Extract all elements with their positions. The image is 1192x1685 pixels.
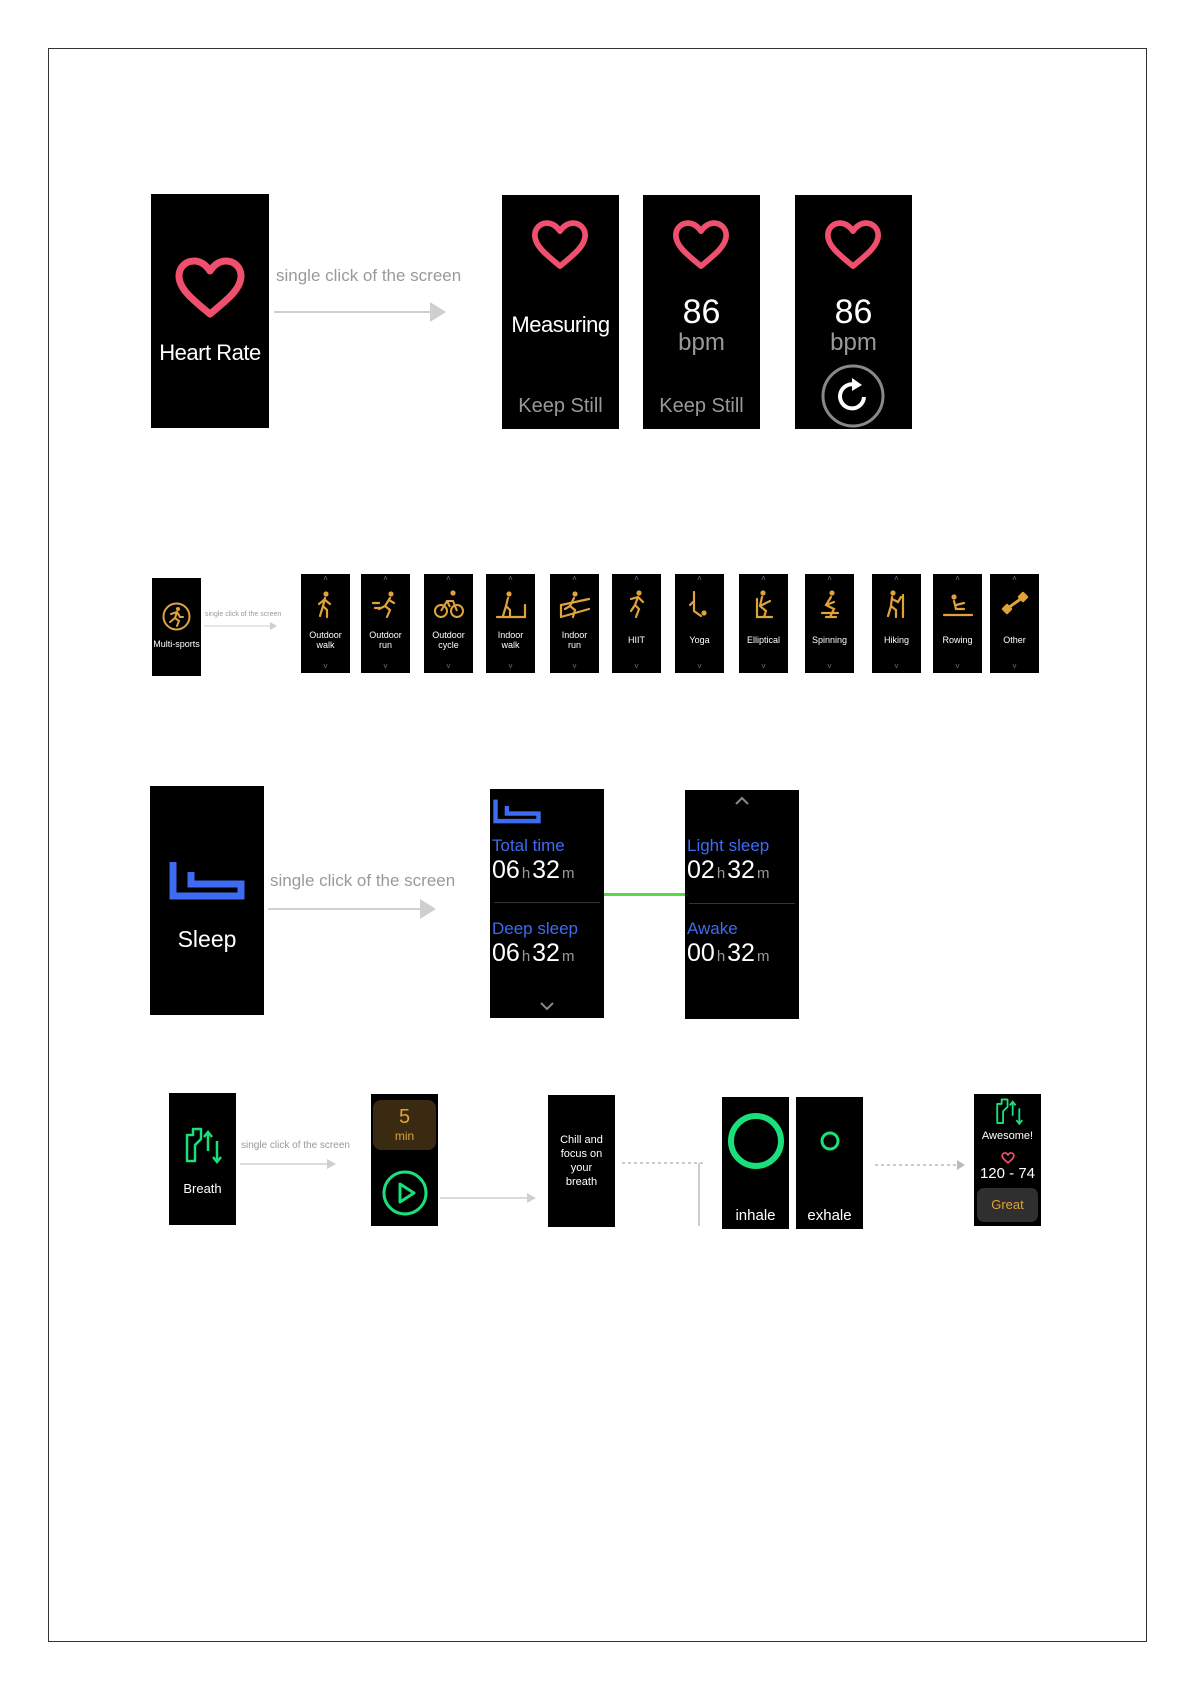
breath-result-screen (974, 1094, 1041, 1226)
sleep-caption: single click of the screen (270, 871, 456, 890)
chill-line-2: focus on (560, 1148, 603, 1160)
duration-unit: min (394, 1129, 415, 1143)
minutes-unit: m (756, 865, 770, 882)
chevron-down-icon: ˅ (383, 662, 388, 671)
retry-icon[interactable] (820, 363, 886, 429)
bpm-value: 86 (682, 293, 721, 331)
light-sleep-value (687, 856, 769, 885)
exhale-label: exhale (807, 1207, 852, 1224)
light-sleep-label: Light sleep (687, 836, 770, 855)
sport-label-line-1: Outdoor (432, 630, 465, 640)
multi-sports-caption: single click of the screen (205, 611, 282, 618)
breath-title: Breath (183, 1181, 222, 1196)
chill-line-1: Chill and (560, 1134, 603, 1146)
bpm-value: 86 (834, 293, 873, 331)
chevron-up-icon: ˄ (1012, 574, 1017, 583)
chevron-up-icon: ˄ (446, 574, 451, 583)
exhale-screen (796, 1097, 863, 1229)
duration-value: 5 (398, 1106, 411, 1128)
chevron-up-icon: ˄ (323, 574, 328, 583)
inhale-screen (722, 1097, 789, 1229)
inhale-circle (726, 1111, 786, 1171)
heart-icon (823, 219, 883, 271)
minutes-value: 32 (727, 856, 755, 884)
breath-setup-screen (371, 1094, 438, 1226)
sport-label-line-2: walk (316, 640, 335, 650)
sport-item-spinning[interactable] (805, 574, 854, 673)
heart-rate-done-screen (795, 195, 912, 429)
heart-icon (1001, 1152, 1015, 1164)
sport-label-line-2: run (567, 640, 581, 650)
sport-label-line-2: cycle (438, 640, 459, 650)
sport-item-outdoor-cycle[interactable] (424, 574, 473, 673)
minutes-unit: m (756, 948, 770, 965)
sport-label-line-1: Spinning (811, 635, 848, 645)
sport-item-outdoor-walk[interactable] (301, 574, 350, 673)
awake-value (687, 939, 769, 968)
indoor-run-icon (559, 589, 591, 621)
sleep-title: Sleep (177, 926, 237, 952)
outdoor-cycle-icon (433, 589, 465, 621)
duration-selector[interactable] (373, 1100, 436, 1150)
breath-app-screen[interactable] (169, 1093, 236, 1225)
chevron-up-icon: ˄ (634, 574, 639, 583)
deep-sleep-value (492, 939, 574, 968)
other-icon (999, 589, 1031, 621)
hours-unit: h (716, 948, 726, 965)
chevron-up-icon: ˄ (894, 574, 899, 583)
rowing-icon (942, 589, 974, 621)
chevron-down-icon: ˅ (634, 662, 639, 671)
multi-sports-icon (161, 601, 192, 632)
arrow-right-icon (440, 1192, 538, 1204)
heart-icon (173, 256, 247, 320)
chevron-down-icon: ˅ (955, 662, 960, 671)
sport-label-line-1: Hiking (883, 635, 909, 645)
dashed-arrow-icon (873, 1159, 967, 1171)
arrow-right-icon (268, 897, 438, 921)
chevron-up-icon: ˄ (827, 574, 832, 583)
sport-label-line-1: Elliptical (746, 635, 780, 645)
exhale-circle (818, 1129, 842, 1153)
chevron-down-icon[interactable] (539, 1001, 555, 1011)
heart-rate-measuring-screen (502, 195, 619, 429)
sport-item-hiit[interactable] (612, 574, 661, 673)
hours-value: 00 (687, 939, 715, 967)
hours-value: 02 (687, 856, 715, 884)
total-time-value (492, 856, 574, 885)
breath-icon (183, 1127, 223, 1165)
awesome-label: Awesome! (981, 1130, 1034, 1142)
chill-line-4: breath (565, 1176, 598, 1188)
sport-label-line-1: Indoor (561, 630, 588, 640)
keep-still-label: Keep Still (659, 395, 744, 417)
sport-label-line-1: HIIT (628, 635, 645, 645)
sport-label-line-1: Outdoor (369, 630, 402, 640)
heart-rate-title: Heart Rate (159, 340, 261, 365)
sport-label-line-2: run (378, 640, 392, 650)
great-label: Great (991, 1197, 1024, 1212)
sport-item-elliptical[interactable] (739, 574, 788, 673)
chevron-up-icon: ˄ (761, 574, 766, 583)
chevron-up-icon: ˄ (572, 574, 577, 583)
yoga-icon (684, 589, 716, 621)
breath-icon (994, 1098, 1024, 1126)
chevron-down-icon: ˅ (508, 662, 513, 671)
sleep-app-screen[interactable] (150, 786, 264, 1015)
breath-intro-screen (548, 1095, 615, 1227)
chevron-down-icon: ˅ (323, 662, 328, 671)
sport-label-line-1: Yoga (689, 635, 710, 645)
hours-unit: h (521, 948, 531, 965)
sport-item-yoga[interactable] (675, 574, 724, 673)
chevron-down-icon: ˅ (761, 662, 766, 671)
heart-rate-result-screen (643, 195, 760, 429)
divider (689, 903, 795, 904)
measuring-label: Measuring (511, 312, 610, 337)
great-button[interactable] (977, 1188, 1038, 1222)
minutes-unit: m (561, 948, 575, 965)
elliptical-icon (748, 589, 780, 621)
chevron-up-icon: ˄ (697, 574, 702, 583)
heart-icon (671, 219, 731, 271)
dashed-connector (620, 1158, 710, 1228)
chevron-down-icon: ˅ (446, 662, 451, 671)
arrow-right-icon (204, 621, 278, 631)
sport-item-outdoor-run[interactable] (361, 574, 410, 673)
sleep-summary-screen (490, 789, 604, 1018)
bpm-unit: bpm (678, 329, 725, 356)
outdoor-run-icon (370, 589, 402, 621)
keep-still-label: Keep Still (518, 395, 603, 417)
sport-item-indoor-run[interactable] (550, 574, 599, 673)
sleep-detail-screen (685, 790, 799, 1019)
inhale-label: inhale (735, 1207, 776, 1224)
multi-sports-app-screen[interactable] (152, 578, 201, 676)
play-button[interactable] (381, 1169, 429, 1217)
hiking-icon (881, 589, 913, 621)
bed-icon (493, 798, 541, 824)
sport-label-line-1: Indoor (497, 630, 524, 640)
heart-rate-caption: single click of the screen (276, 266, 462, 285)
connector-line (604, 893, 685, 896)
chevron-up-icon: ˄ (955, 574, 960, 583)
chevron-up-icon: ˄ (383, 574, 388, 583)
arrow-right-icon (274, 300, 448, 324)
sport-item-hiking[interactable] (872, 574, 921, 673)
minutes-value: 32 (727, 939, 755, 967)
hours-value: 06 (492, 939, 520, 967)
arrow-right-icon (240, 1158, 338, 1170)
heart-rate-range: 120 - 74 (979, 1165, 1036, 1182)
minutes-value: 32 (532, 856, 560, 884)
hours-value: 06 (492, 856, 520, 884)
awake-label: Awake (687, 919, 738, 938)
chevron-down-icon: ˅ (697, 662, 702, 671)
indoor-walk-icon (495, 589, 527, 621)
hours-unit: h (716, 865, 726, 882)
sport-item-indoor-walk[interactable] (486, 574, 535, 673)
divider (494, 902, 600, 903)
chevron-down-icon: ˅ (827, 662, 832, 671)
hours-unit: h (521, 865, 531, 882)
bpm-unit: bpm (830, 329, 877, 356)
bed-icon (169, 860, 245, 900)
sport-item-rowing[interactable] (933, 574, 982, 673)
sport-label-line-1: Outdoor (309, 630, 342, 640)
deep-sleep-label: Deep sleep (492, 919, 579, 938)
chevron-down-icon: ˅ (1012, 662, 1017, 671)
spinning-icon (814, 589, 846, 621)
sport-label-line-1: Rowing (942, 635, 973, 645)
sport-label-line-2: walk (501, 640, 520, 650)
total-time-label: Total time (492, 836, 565, 855)
outdoor-walk-icon (310, 589, 342, 621)
heart-icon (530, 219, 590, 271)
chevron-down-icon: ˅ (572, 662, 577, 671)
minutes-value: 32 (532, 939, 560, 967)
sport-label-line-1: Other (1003, 635, 1026, 645)
minutes-unit: m (561, 865, 575, 882)
breath-caption: single click of the screen (241, 1140, 350, 1151)
hiit-icon (621, 589, 653, 621)
chevron-down-icon: ˅ (894, 662, 899, 671)
heart-rate-app-screen[interactable] (151, 194, 269, 428)
sport-item-other[interactable] (990, 574, 1039, 673)
chevron-up-icon[interactable] (734, 796, 750, 806)
chevron-up-icon: ˄ (508, 574, 513, 583)
chill-line-3: your (570, 1162, 593, 1174)
multi-sports-title: Multi-sports (153, 639, 200, 649)
